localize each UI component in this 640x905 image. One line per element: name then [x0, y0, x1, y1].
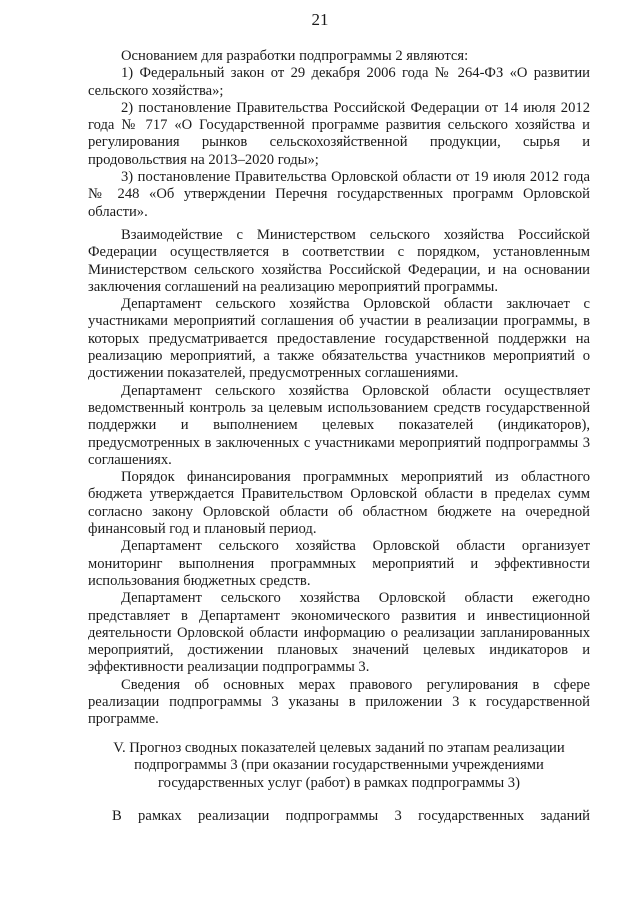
section-heading-line-1: V. Прогноз сводных показателей целевых заданий по этапам реализации	[113, 740, 565, 756]
page-number: 21	[311, 10, 329, 29]
section-heading-line-2: подпрограммы 3 (при оказании государственными учреждениями	[134, 757, 544, 774]
paragraph-agreements: Департамент сельского хозяйства Орловской области заключает с участниками мероприятий соглашения об участии в реализации программы, в которых предусматривается предоставление государственной поддержки на реализацию мероприятий, а также обязательства участников мероприятий о достижении показателей, предусмотренных соглашениями.	[88, 296, 590, 382]
body-text	[88, 48, 590, 729]
paragraph-legal-regulation: Сведения об основных мерах правового регулирования в сфере реализации подпрограммы 3 указаны в приложении 3 к государственной программе.	[88, 676, 590, 728]
paragraph-decree-248: 3) постановление Правительства Орловской области от 19 июля 2012 года № 248 «Об утверждении Перечня государственных программ Орловской области».	[88, 169, 590, 220]
paragraph-decree-717: 2) постановление Правительства Российской Федерации от 14 июля 2012 года № 717 «О Государственной программе развития сельского хозяйства и регулирования рынков сельскохозяйственной продукции, сырья и продовольствия на 2013–2020 годы»;	[88, 99, 590, 168]
paragraph-control: Департамент сельского хозяйства Орловской области осуществляет ведомственный контроль за целевым использованием средств государственной поддержки и выполнением целевых показателей (индикаторов), предусмотренных в заключенных с участниками мероприятий подпрограммы 3 соглашениях.	[88, 382, 590, 468]
section-heading-line-3: государственных услуг (работ) в рамках подпрограммы 3)	[158, 774, 520, 791]
paragraph-monitoring: Департамент сельского хозяйства Орловской области организует мониторинг выполнения программных мероприятий и эффективности использования бюджетных средств.	[88, 538, 590, 589]
section-heading	[88, 740, 590, 792]
paragraph-interaction: Взаимодействие с Министерством сельского хозяйства Российской Федерации осуществляется в соответствии с порядком, установленным Министерством сельского хозяйства Российской Федерации, и на основании заключения соглашений на реализацию мероприятий программы.	[88, 226, 590, 295]
paragraph-financing: Порядок финансирования программных мероприятий из областного бюджета утверждается Правительством Орловской области в пределах сумм согласно закону Орловской области об областном бюджете на очередной финансовый год и плановый период.	[88, 469, 590, 538]
paragraph-law-264: 1) Федеральный закон от 29 декабря 2006 года № 264-ФЗ «О развитии сельского хозяйства»;	[88, 65, 590, 99]
paragraph-reporting: Департамент сельского хозяйства Орловской области ежегодно представляет в Департамент экономического развития и инвестиционной деятельности Орловской области информацию о реализации запланированных мероприятий, достижении плановых значений целевых индикаторов и эффективности реализации подпрограммы 3.	[88, 590, 590, 676]
paragraph-continuation: В рамках реализации подпрограммы 3 государственных заданий	[112, 808, 590, 824]
paragraph-basis-intro: Основанием для разработки подпрограммы 2 являются:	[121, 48, 469, 64]
